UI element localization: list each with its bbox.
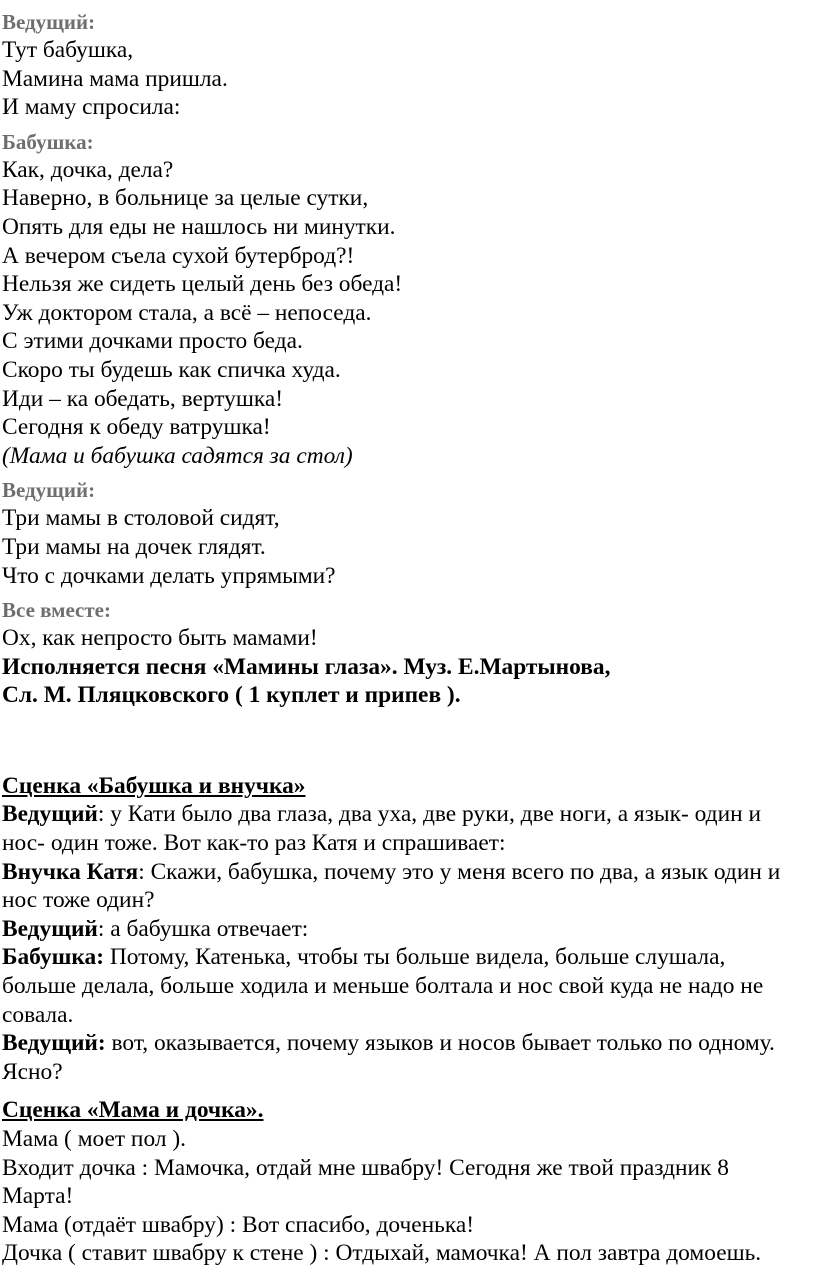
dialogue-paragraph — [2, 800, 802, 857]
scene-title: Сценка «Мама и дочка». — [2, 1097, 264, 1124]
speaker-label: Ведущий: — [2, 478, 96, 503]
speaker-label: Все вместе: — [2, 598, 111, 623]
dialogue-paragraph — [2, 943, 802, 1029]
verse-line: Три мамы в столовой сидят, — [2, 505, 280, 532]
dialogue-paragraph — [2, 915, 802, 944]
verse-line: Мамина мама пришла. — [2, 65, 228, 92]
dialogue-text: : а бабушка отвечает: — [97, 915, 309, 942]
verse-line: Скоро ты будешь как спичка худа. — [2, 356, 341, 383]
verse-line: С этими дочками просто беда. — [2, 328, 303, 355]
dialogue-line: Мама ( моет пол ). — [2, 1126, 186, 1152]
dialogue-text: : Скажи, бабушка, почему это у меня всего по два, а язык один и нос тоже один? — [2, 858, 781, 914]
song-credits: Сл. М. Пляцковского ( 1 куплет и припев ). — [2, 682, 461, 709]
verse-line: Что с дочками делать упрямыми? — [2, 562, 336, 589]
speaker-label: Ведущий: — [2, 10, 96, 34]
verse-line: Как, дочка, дела? — [2, 156, 174, 183]
verse-line: Три мамы на дочек глядят. — [2, 533, 266, 560]
speaker-name: Ведущий — [2, 801, 98, 828]
dialogue-text: Потому, Катенька, чтобы ты больше видела, больше слушала, больше делала, больше ходила и меньше болтала и нос свой куда не надо не совала. — [2, 944, 764, 1028]
verse-line: Уж доктором стала, а всё – непоседа. — [2, 299, 372, 326]
speaker-name: Внучка Катя — [2, 858, 139, 885]
verse-line: А вечером съела сухой бутерброд?! — [2, 242, 355, 269]
spacer — [2, 710, 800, 772]
dialogue-text: вот, оказывается, почему языков и носов бывает только по одному. Ясно? — [2, 1030, 775, 1085]
speaker-name: Ведущий: — [2, 1030, 106, 1057]
speaker-label: Бабушка: — [2, 129, 94, 154]
verse-line: Нельзя же сидеть целый день без обеда! — [2, 271, 403, 298]
stage-direction: (Мама и бабушка садятся за стол) — [2, 442, 353, 469]
dialogue-line: Мама (отдаёт швабру) : Вот спасибо, доченька! — [2, 1211, 475, 1238]
verse-line: Иди – ка обедать, вертушка! — [2, 385, 284, 412]
spacer — [2, 1086, 800, 1096]
verse-line: Наверно, в больнице за целые сутки, — [2, 185, 369, 212]
verse-line: Ох, как непросто быть мамами! — [2, 625, 318, 652]
verse-line: И маму спросила: — [2, 94, 181, 121]
dialogue-text: : у Кати было два глаза, два уха, две руки, две ноги, а язык- один и нос- один тоже. Вот как-то раз Катя и спрашивает: — [2, 801, 761, 857]
scene-title: Сценка «Бабушка и внучка» — [2, 772, 306, 799]
speaker-name: Бабушка: — [2, 944, 105, 971]
song-announcement: Исполняется песня «Мамины глаза». Муз. Е.Мартынова, — [2, 653, 611, 680]
verse-line: Сегодня к обеду ватрушка! — [2, 414, 271, 441]
dialogue-line: Дочка ( ставит швабру к стене ) : Отдыхай, мамочка! А пол завтра домоешь. — [2, 1240, 762, 1267]
verse-line: Опять для еды не нашлось ни минутки. — [2, 213, 396, 240]
verse-line: Тут бабушка, — [2, 37, 134, 63]
dialogue-paragraph — [2, 1029, 802, 1086]
speaker-name: Ведущий — [2, 915, 98, 942]
dialogue-line: Входит дочка : Мамочка, отдай мне швабру! Сегодня же твой праздник 8 Марта! — [2, 1154, 729, 1210]
dialogue-paragraph — [2, 858, 802, 915]
